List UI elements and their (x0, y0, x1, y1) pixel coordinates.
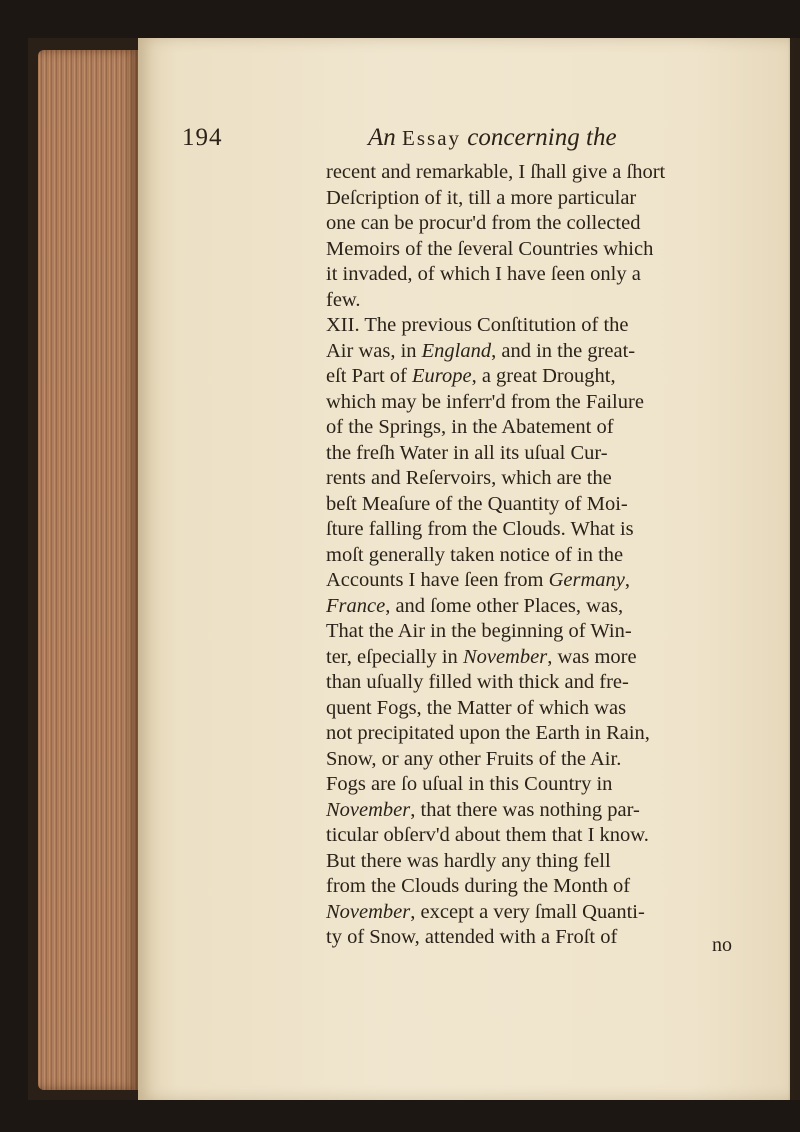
text-segment: beſt Meaſure of the Quantity of Moi- (326, 492, 628, 515)
text-segment: , and ſome other Places, was, (385, 594, 624, 617)
catchword: no (712, 934, 732, 956)
text-line (326, 543, 740, 569)
text-line (326, 747, 740, 773)
text-line (326, 390, 740, 416)
italic-text: Germany (548, 569, 625, 591)
text-line (326, 670, 740, 696)
text-segment: Snow, or any other Fruits of the Air. (326, 747, 622, 770)
text-line (326, 288, 740, 314)
running-head (368, 124, 617, 152)
page-number: 194 (182, 124, 223, 151)
text-segment: , and in the great- (491, 339, 636, 362)
text-line (326, 364, 740, 390)
text-segment: Deſcription of it, till a more particular (326, 186, 637, 209)
text-segment: recent and remarkable, I ſhall give a ſhort (326, 161, 666, 183)
text-line (326, 466, 740, 492)
text-segment: , (624, 569, 630, 591)
text-segment: , except a very ſmall Quanti- (410, 900, 645, 923)
text-line (326, 441, 740, 467)
text-line (326, 645, 740, 671)
text-segment: rents and Reſervoirs, which are the (326, 467, 612, 489)
italic-text: Europe (411, 365, 472, 387)
text-segment: XII. The previous Conſtitution of the (326, 314, 629, 336)
text-line (326, 211, 740, 237)
text-segment: ty of Snow, attended with a Froſt of (326, 926, 618, 948)
text-line (326, 772, 740, 798)
page-edges (38, 50, 138, 1090)
text-segment: Air was, in (326, 339, 422, 362)
text-line (326, 798, 740, 824)
text-segment: Accounts I have ſeen from (326, 569, 549, 591)
text-line (326, 696, 740, 722)
text-segment: , was more (547, 645, 637, 668)
text-line (326, 339, 740, 365)
text-segment: it invaded, of which I have ſeen only a (326, 263, 641, 285)
text-line (326, 849, 740, 875)
text-segment: Fogs are ſo uſual in this Country in (326, 773, 613, 795)
text-line (326, 594, 740, 620)
text-segment: Memoirs of the ſeveral Countries which (326, 237, 654, 260)
text-line (326, 721, 740, 747)
text-line (326, 925, 740, 951)
text-line (326, 568, 740, 594)
text-segment: few. (326, 288, 361, 311)
text-segment: than uſually filled with thick and fre- (326, 671, 629, 693)
text-line (326, 492, 740, 518)
text-segment: the freſh Water in all its uſual Cur- (326, 441, 608, 464)
text-line (326, 186, 740, 212)
text-segment: ſture falling from the Clouds. What is (326, 518, 634, 540)
text-segment: ter, eſpecially in (326, 645, 463, 668)
text-line (326, 823, 740, 849)
text-line (326, 237, 740, 263)
text-segment: not precipitated upon the Earth in Rain, (326, 722, 650, 744)
text-line (326, 874, 740, 900)
text-segment: eſt Part of (326, 365, 412, 387)
text-segment: quent Fogs, the Matter of which was (326, 696, 627, 719)
text-segment: That the Air in the beginning of Win- (326, 620, 632, 642)
text-line (326, 160, 740, 186)
text-segment: from the Clouds during the Month of (326, 875, 631, 897)
text-segment: But there was hardly any thing fell (326, 849, 611, 872)
text-line (326, 900, 740, 926)
body-text (326, 160, 740, 951)
text-segment: , a great Drought, (471, 365, 616, 387)
text-segment: which may be inferr'd from the Failure (326, 390, 644, 413)
text-line (326, 415, 740, 441)
text-segment: of the Springs, in the Abatement of (326, 416, 614, 438)
text-segment: ticular obſerv'd about them that I know. (326, 824, 649, 846)
text-line (326, 313, 740, 339)
italic-text: November (462, 645, 548, 668)
text-segment: , that there was nothing par- (410, 798, 640, 821)
italic-text: November (326, 900, 411, 923)
running-head-part: concerning the (467, 124, 617, 151)
running-head-part: Essay (402, 126, 462, 150)
page-gutter-shadow (788, 38, 800, 1100)
text-segment: moſt generally taken notice of in the (326, 543, 624, 566)
italic-text: England (421, 339, 492, 362)
text-line (326, 619, 740, 645)
italic-text: France (326, 594, 386, 617)
running-head-part: An (368, 124, 396, 151)
text-line (326, 262, 740, 288)
page-header (0, 122, 800, 158)
text-segment: one can be procur'd from the collected (326, 212, 641, 234)
text-line (326, 517, 740, 543)
italic-text: November (326, 798, 411, 821)
